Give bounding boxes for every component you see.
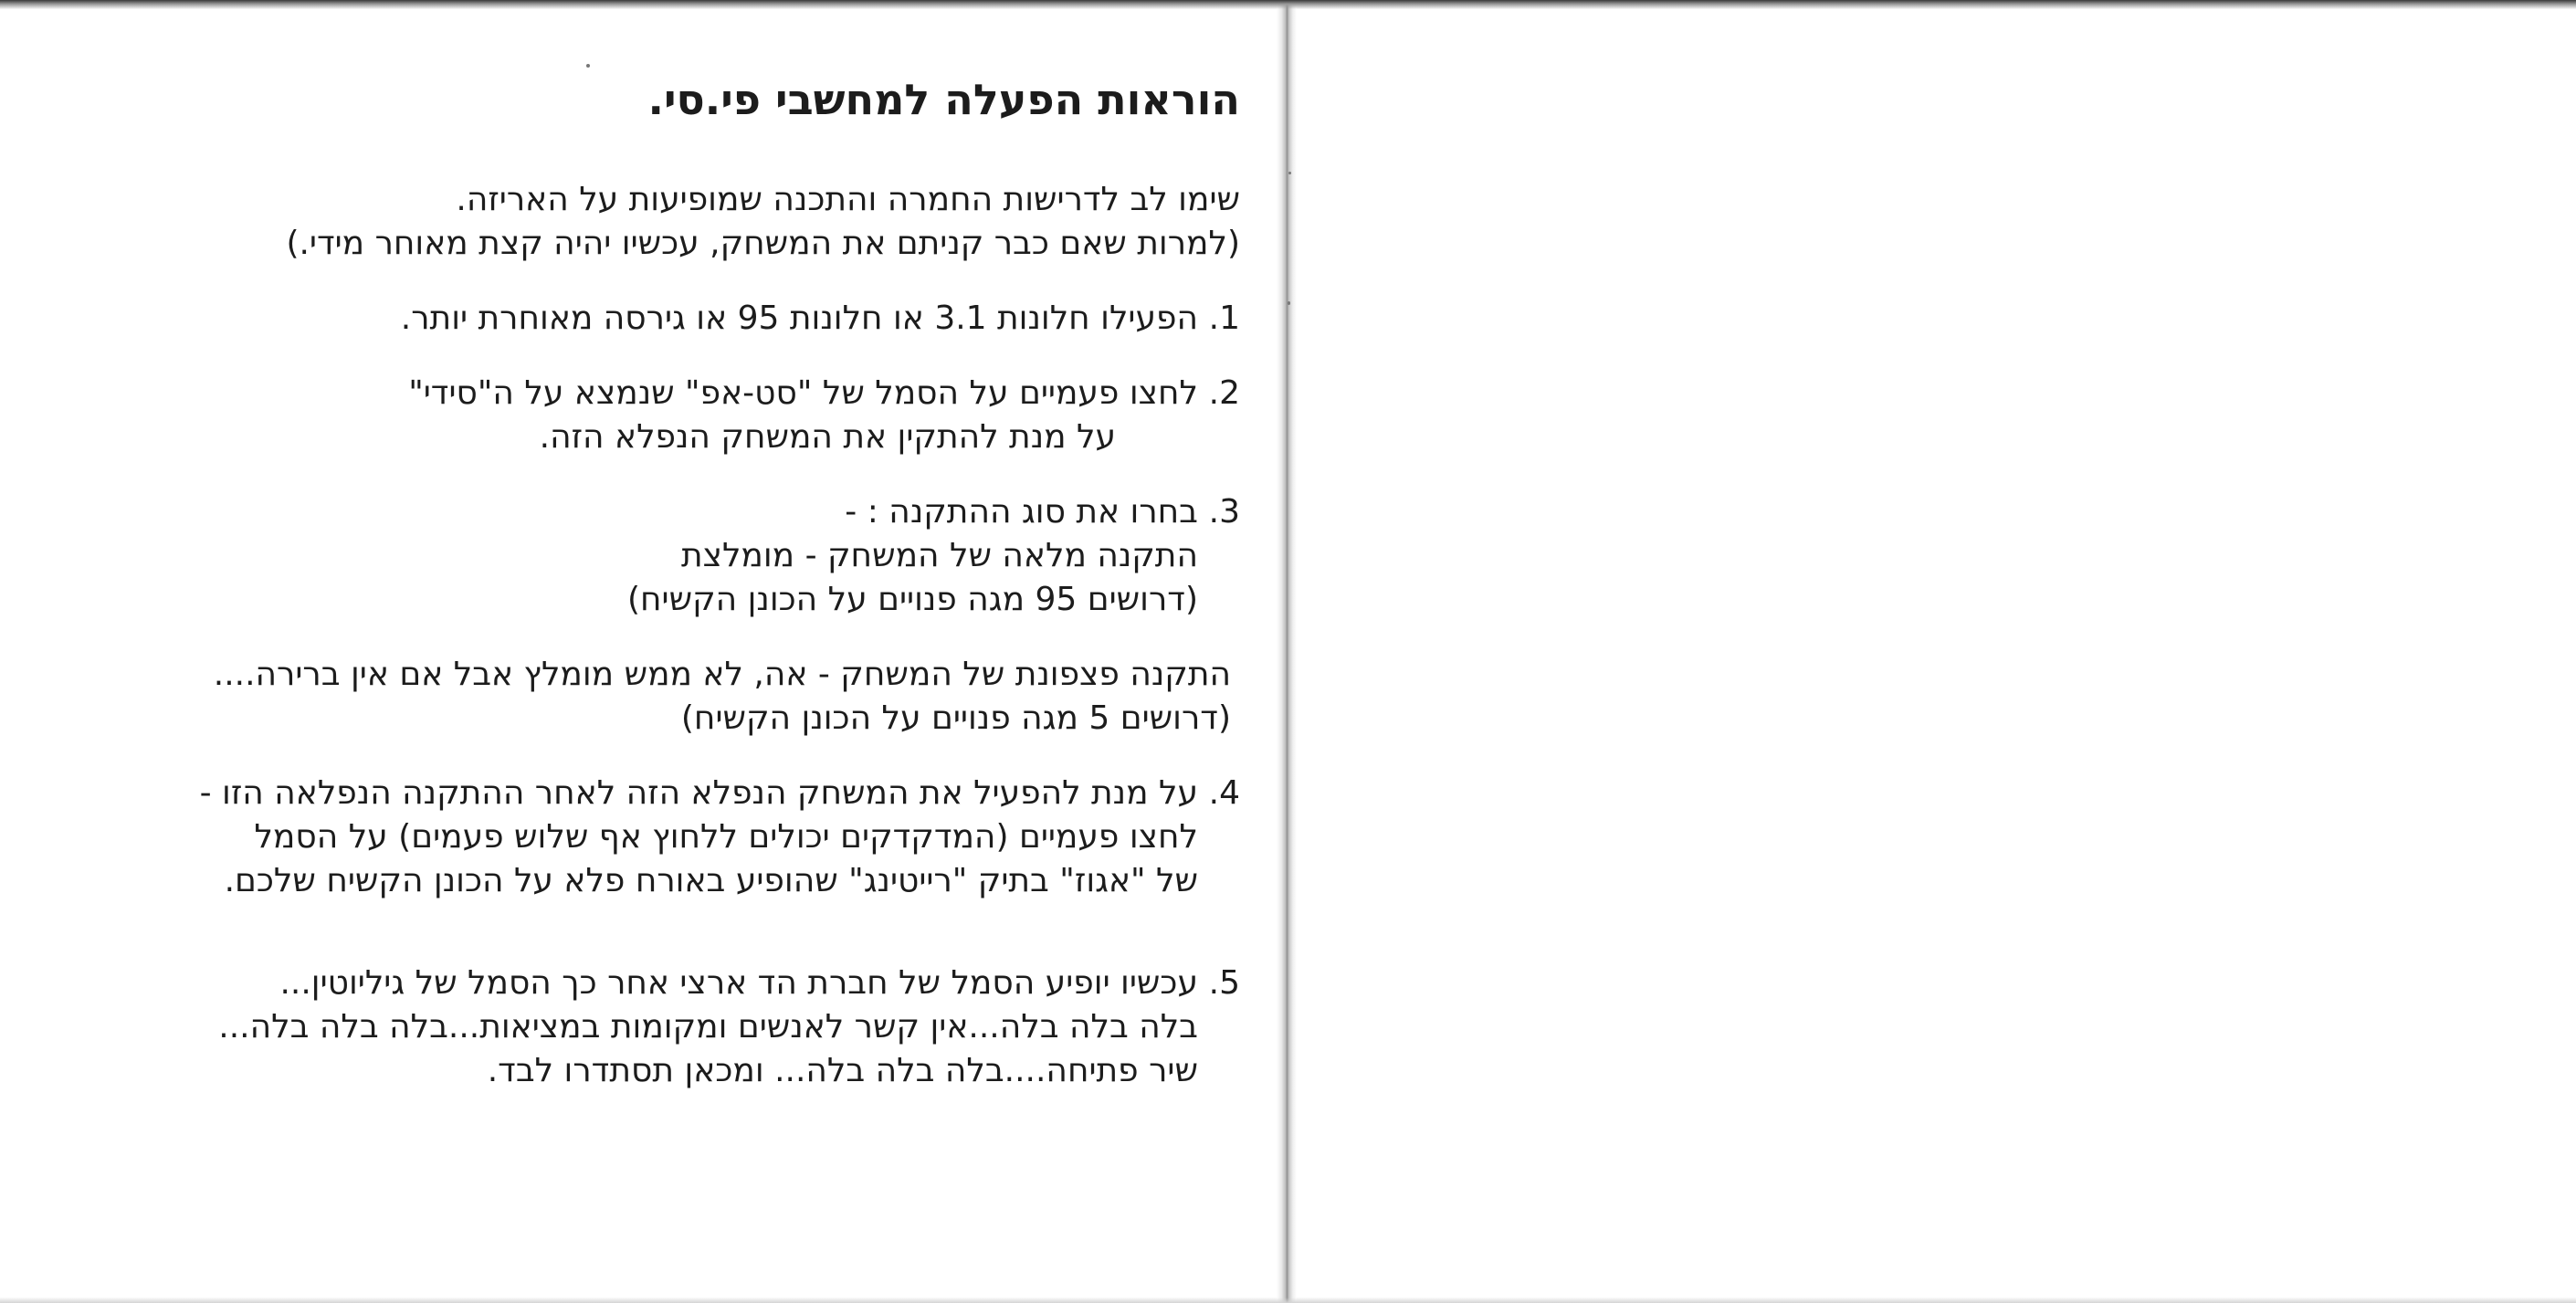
- step-1: [53, 297, 1240, 341]
- step-line: על מנת להפעיל את המשחק הנפלא הזה לאחר ההתקנה הנפלאה הזו -: [199, 774, 1198, 813]
- step-line: לחצו פעמיים על הסמל של "סט-אפ" שנמצא על ה"סידי": [408, 374, 1198, 413]
- step-line: של "אגוז" בתיק "רייטינג" שהופיע באורח פלא על הכונן הקשיח שלכם.: [224, 862, 1198, 900]
- step-line: עכשיו יופיע הסמל של חברת הד ארצי אחר כך הסמל של גיליוטין...: [279, 964, 1198, 1003]
- compact-install-option: [53, 653, 1240, 741]
- step-line: בלה בלה בלה...אין קשר לאנשים ומקומות במציאות...בלה בלה בלה...: [218, 1008, 1198, 1046]
- scan-top-edge: [0, 0, 2576, 9]
- scan-speck: [1288, 172, 1291, 174]
- step-text: [53, 297, 1198, 341]
- scan-bottom-edge: [0, 1298, 2576, 1303]
- instructions-content: [53, 75, 1240, 1124]
- step-text: [53, 961, 1198, 1093]
- step-line: הפעילו חלונות 3.1 או חלונות 95 או גירסה מאוחרת יותר.: [400, 299, 1198, 338]
- step-line: התקנה מלאה של המשחק - מומלצת: [680, 537, 1198, 575]
- intro-paragraph: [53, 178, 1240, 266]
- scan-speck: [586, 64, 590, 68]
- step-number: 4.: [1208, 774, 1240, 813]
- step-text: [53, 372, 1198, 459]
- step-line: בחרו את סוג ההתקנה : -: [845, 493, 1198, 531]
- intro-line: שימו לב לדרישות החמרה והתכנה שמופיעות על האריזה.: [456, 181, 1240, 219]
- scan-speck: [1288, 301, 1290, 305]
- step-line: לחצו פעמיים (המדקדקים יכולים ללחוץ אף שלוש פעמים) על הסמל: [254, 818, 1198, 856]
- step-text: [53, 490, 1198, 622]
- step-number: 5.: [1208, 964, 1240, 1003]
- step-number: 2.: [1208, 374, 1240, 413]
- step-4: [53, 772, 1240, 903]
- step-line: (דרושים 95 מגה פנויים על הכונן הקשיח): [626, 581, 1198, 619]
- step-5: [53, 961, 1240, 1093]
- step-3: [53, 490, 1240, 622]
- intro-line: (למרות שאם כבר קניתם את המשחק, עכשיו יהיה קצת מאוחר מידי.): [286, 225, 1240, 263]
- page-title: הוראות הפעלה למחשבי פי.סי.: [647, 75, 1240, 124]
- step-text: [53, 772, 1198, 903]
- left-page: [0, 9, 1282, 1298]
- option-line: (דרושים 5 מגה פנויים על הכונן הקשיח): [680, 699, 1231, 738]
- option-line: התקנה פצפונת של המשחק - אה, לא ממש מומלץ אבל אם אין ברירה....: [213, 656, 1231, 694]
- page-fold: [1277, 0, 1297, 1303]
- step-number: 3.: [1208, 493, 1240, 531]
- step-line: על מנת להתקין את המשחק הנפלא הזה.: [539, 418, 1116, 457]
- step-line: שיר פתיחה....בלה בלה בלה... ומכאן תסתדרו לבד.: [487, 1052, 1198, 1090]
- step-2: [53, 372, 1240, 459]
- step-number: 1.: [1208, 299, 1240, 338]
- right-page: [1293, 9, 2576, 1298]
